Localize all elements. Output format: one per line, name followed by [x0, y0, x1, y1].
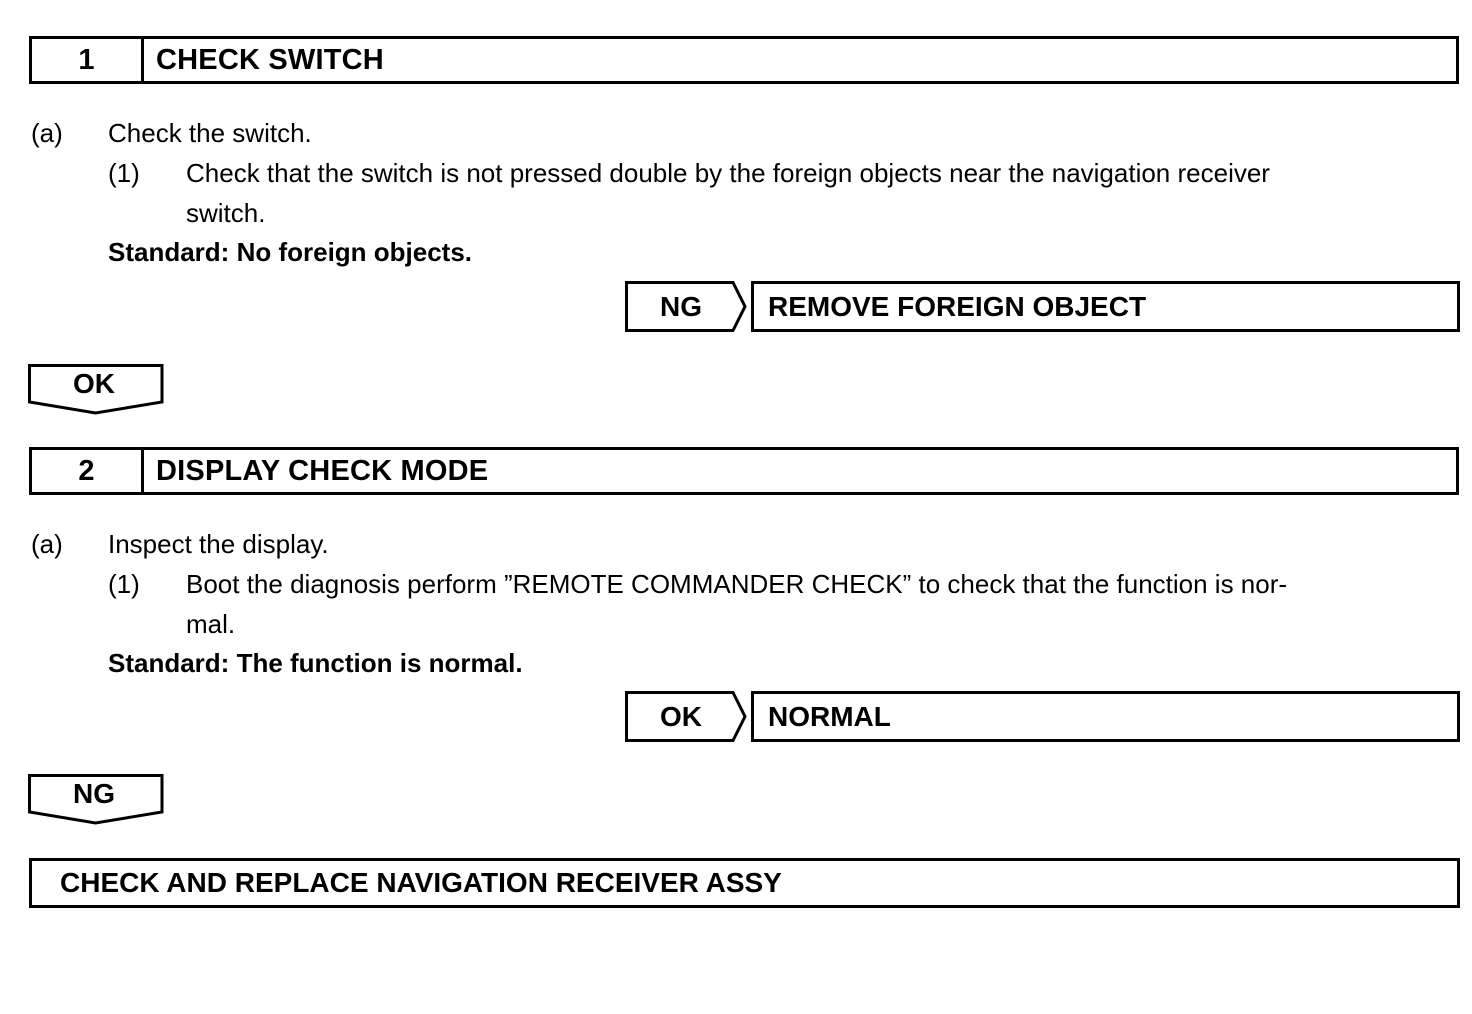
step-1-sub-1-line-2: switch. [186, 198, 266, 228]
step-1-flow-label: OK [73, 368, 115, 399]
step-1-result-box: REMOVE FOREIGN OBJECT [751, 281, 1460, 332]
step-1-flow-down [28, 364, 165, 416]
step-2-sub-1-line-1: Boot the diagnosis perform ”REMOTE COMMANDER CHECK” to check that the function is nor- [186, 569, 1288, 599]
step-2-item-a-text: Inspect the display. [108, 529, 329, 559]
step-1-item-a-label: (a) [31, 118, 63, 148]
step-2-title: DISPLAY CHECK MODE [156, 454, 489, 487]
step-2-flow-down [28, 774, 165, 826]
step-1-header [29, 36, 1459, 84]
step-2-result-arrow [625, 691, 747, 742]
step-1-item-a-text: Check the switch. [108, 118, 312, 148]
step-2-standard: Standard: The function is normal. [108, 648, 523, 678]
step-1-title: CHECK SWITCH [156, 43, 384, 76]
step-2-sub-1-label: (1) [108, 569, 140, 599]
final-action-box: CHECK AND REPLACE NAVIGATION RECEIVER ASSY [29, 858, 1460, 908]
step-2-header [29, 447, 1459, 495]
step-2-number: 2 [32, 450, 144, 492]
step-1-result-label: NG [660, 291, 702, 322]
step-2-item-a-label: (a) [31, 529, 63, 559]
step-1-result-arrow [625, 281, 747, 332]
step-1-sub-1-line-1: Check that the switch is not pressed double by the foreign objects near the navigation receiver [186, 158, 1270, 188]
step-2-result-label: OK [660, 701, 702, 732]
step-2-sub-1-line-2: mal. [186, 609, 236, 639]
step-1-sub-1-label: (1) [108, 158, 140, 188]
step-2-result-box: NORMAL [751, 691, 1460, 742]
step-1-standard: Standard: No foreign objects. [108, 237, 473, 267]
step-1-number: 1 [32, 39, 144, 81]
step-2-flow-label: NG [73, 778, 115, 809]
